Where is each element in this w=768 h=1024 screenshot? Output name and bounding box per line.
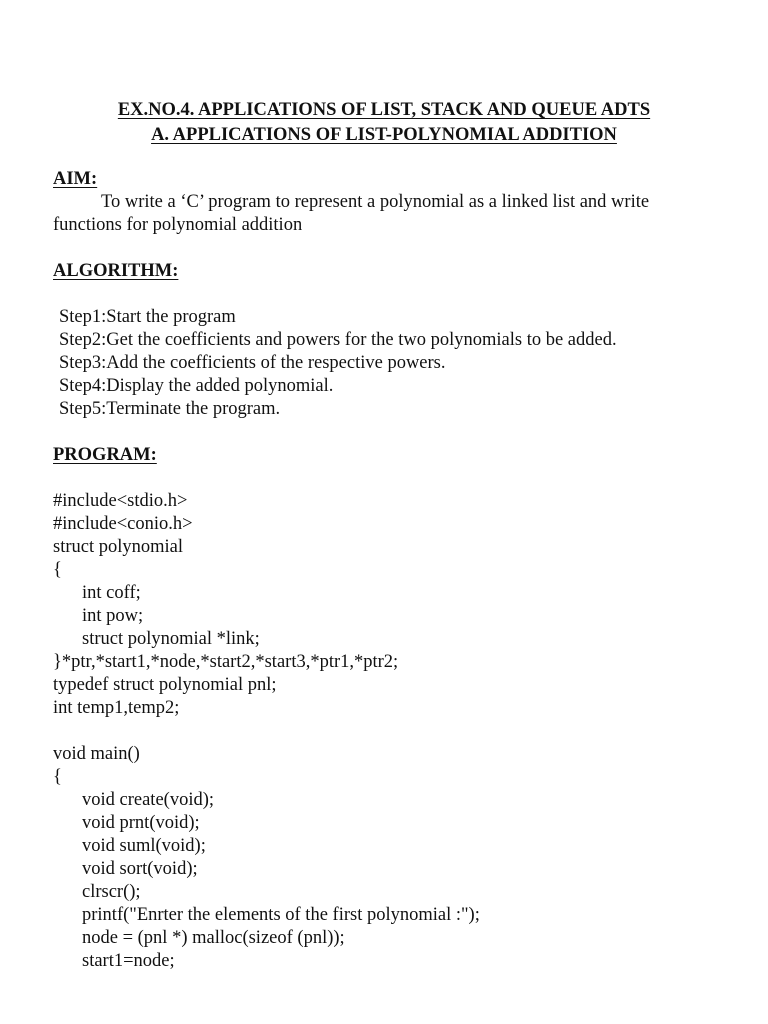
code-line: typedef struct polynomial pnl; xyxy=(53,675,277,695)
code-line: void suml(void); xyxy=(82,836,206,856)
code-line: void create(void); xyxy=(82,790,215,810)
algorithm-step: Step4:Display the added polynomial. xyxy=(59,376,334,396)
code-line: printf("Enrter the elements of the first polynomial :"); xyxy=(82,905,480,925)
code-line: { xyxy=(53,560,62,580)
algorithm-step: Step2:Get the coefficients and powers for the two polynomials to be added. xyxy=(59,330,617,350)
algorithm-heading: ALGORITHM: xyxy=(53,261,179,281)
code-line: int coff; xyxy=(82,583,141,603)
code-line: void sort(void); xyxy=(82,859,198,879)
code-line: int pow; xyxy=(82,606,144,626)
code-line: clrscr(); xyxy=(82,882,141,902)
code-line: start1=node; xyxy=(82,951,175,971)
code-line: struct polynomial xyxy=(53,537,183,557)
code-line: #include<stdio.h> xyxy=(53,491,188,511)
algorithm-step: Step5:Terminate the program. xyxy=(59,399,281,419)
document-title: EX.NO.4. APPLICATIONS OF LIST, STACK AND QUEUE ADTS xyxy=(117,100,651,120)
code-line: struct polynomial *link; xyxy=(82,629,260,649)
code-line: }*ptr,*start1,*node,*start2,*start3,*ptr1,*ptr2; xyxy=(53,652,399,672)
algorithm-step: Step3:Add the coefficients of the respective powers. xyxy=(59,353,446,373)
aim-text-line-1: To write a ‘C’ program to represent a polynomial as a linked list and write xyxy=(101,192,650,212)
code-line: int temp1,temp2; xyxy=(53,698,180,718)
code-line: void prnt(void); xyxy=(82,813,200,833)
aim-text-line-2: functions for polynomial addition xyxy=(53,215,303,235)
document-subtitle: A. APPLICATIONS OF LIST-POLYNOMIAL ADDITION xyxy=(151,125,617,145)
code-line: { xyxy=(53,767,62,787)
code-line: node = (pnl *) malloc(sizeof (pnl)); xyxy=(82,928,345,948)
aim-heading: AIM: xyxy=(53,169,98,189)
program-heading: PROGRAM: xyxy=(53,445,157,465)
algorithm-step: Step1:Start the program xyxy=(59,307,236,327)
code-line: #include<conio.h> xyxy=(53,514,193,534)
code-line: void main() xyxy=(53,744,140,764)
